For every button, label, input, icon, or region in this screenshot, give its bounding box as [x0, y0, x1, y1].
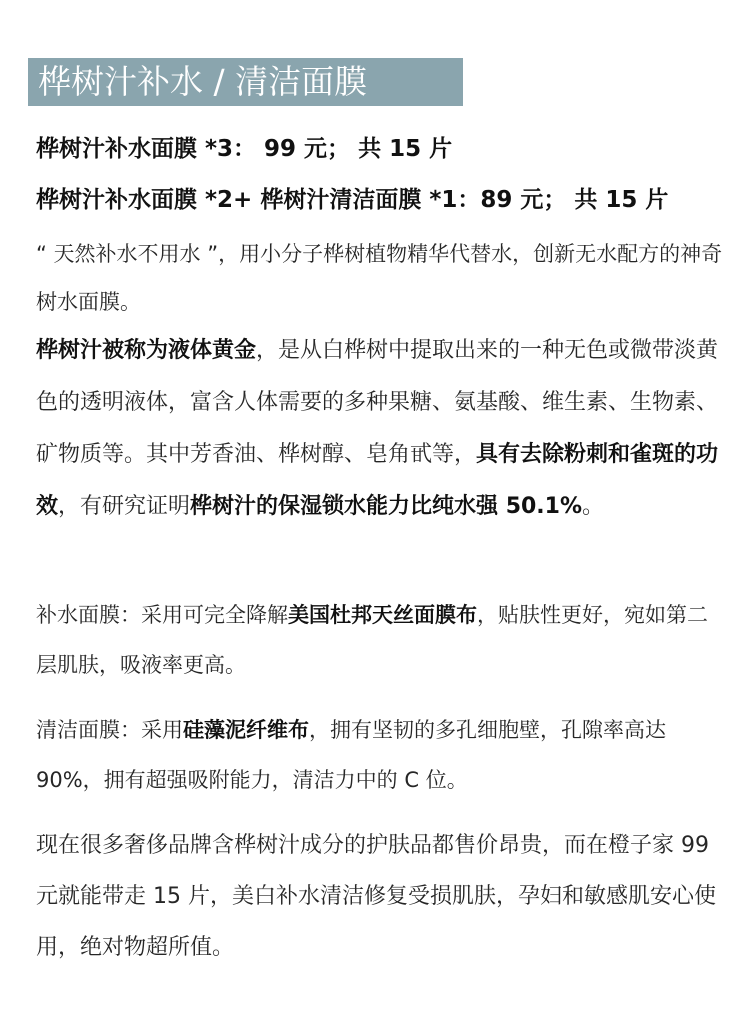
cleansing-text-2: ，拥有坚韧的多孔细胞壁，孔隙率高达 90%，拥有超强吸附能力，清洁力中的 C 位。: [36, 718, 666, 792]
highlight-tencel-fabric: 美国杜邦天丝面膜布: [288, 603, 477, 627]
birch-text-1: ，是从白桦树中提取出来的一种无色或微带淡黄色的透明液体，富含人体需要的多种果糖、氨基酸、维生素、生物素、矿物质等。其中芳香油、桦树醇、皂角甙等，: [36, 338, 719, 467]
price-option-1: 桦树汁补水面膜 *3： 99 元； 共 15 片: [36, 136, 453, 162]
closing-paragraph: 现在很多奢侈品牌含桦树汁成分的护肤品都售价昂贵，而在橙子家 99 元就能带走 15 片，美白补水清洁修复受损肌肤，孕妇和敏感肌安心使用，绝对物超所值。: [36, 833, 716, 960]
birch-sap-paragraph: [36, 325, 726, 533]
hydrating-text-2: ，贴肤性更好，宛如第二层肌肤，吸液率更高。: [36, 603, 708, 677]
birch-text-2: ，有研究证明: [58, 494, 191, 519]
intro-paragraph: “ 天然补水不用水 ”，用小分子桦树植物精华代替水，创新无水配方的神奇树水面膜。: [36, 242, 723, 314]
highlight-liquid-gold: 桦树汁被称为液体黄金: [36, 338, 257, 363]
highlight-diatom-fabric: 硅藻泥纤维布: [183, 718, 309, 742]
birch-text-3: 。: [582, 494, 605, 519]
hydrating-text-1: 补水面膜：采用可完全降解: [36, 603, 288, 627]
cleansing-text-1: 清洁面膜：采用: [36, 718, 183, 742]
highlight-acne-freckle: 具有去除粉刺和雀斑的功效: [36, 442, 719, 519]
cleansing-mask-paragraph: [36, 705, 726, 805]
section-title: 桦树汁补水 / 清洁面膜: [28, 58, 463, 106]
price-option-2: 桦树汁补水面膜 *2+ 桦树汁清洁面膜 *1：89 元； 共 15 片: [36, 187, 669, 213]
hydrating-mask-paragraph: [36, 590, 726, 690]
highlight-moisture-lock: 桦树汁的保湿锁水能力比纯水强 50.1%: [190, 494, 583, 519]
